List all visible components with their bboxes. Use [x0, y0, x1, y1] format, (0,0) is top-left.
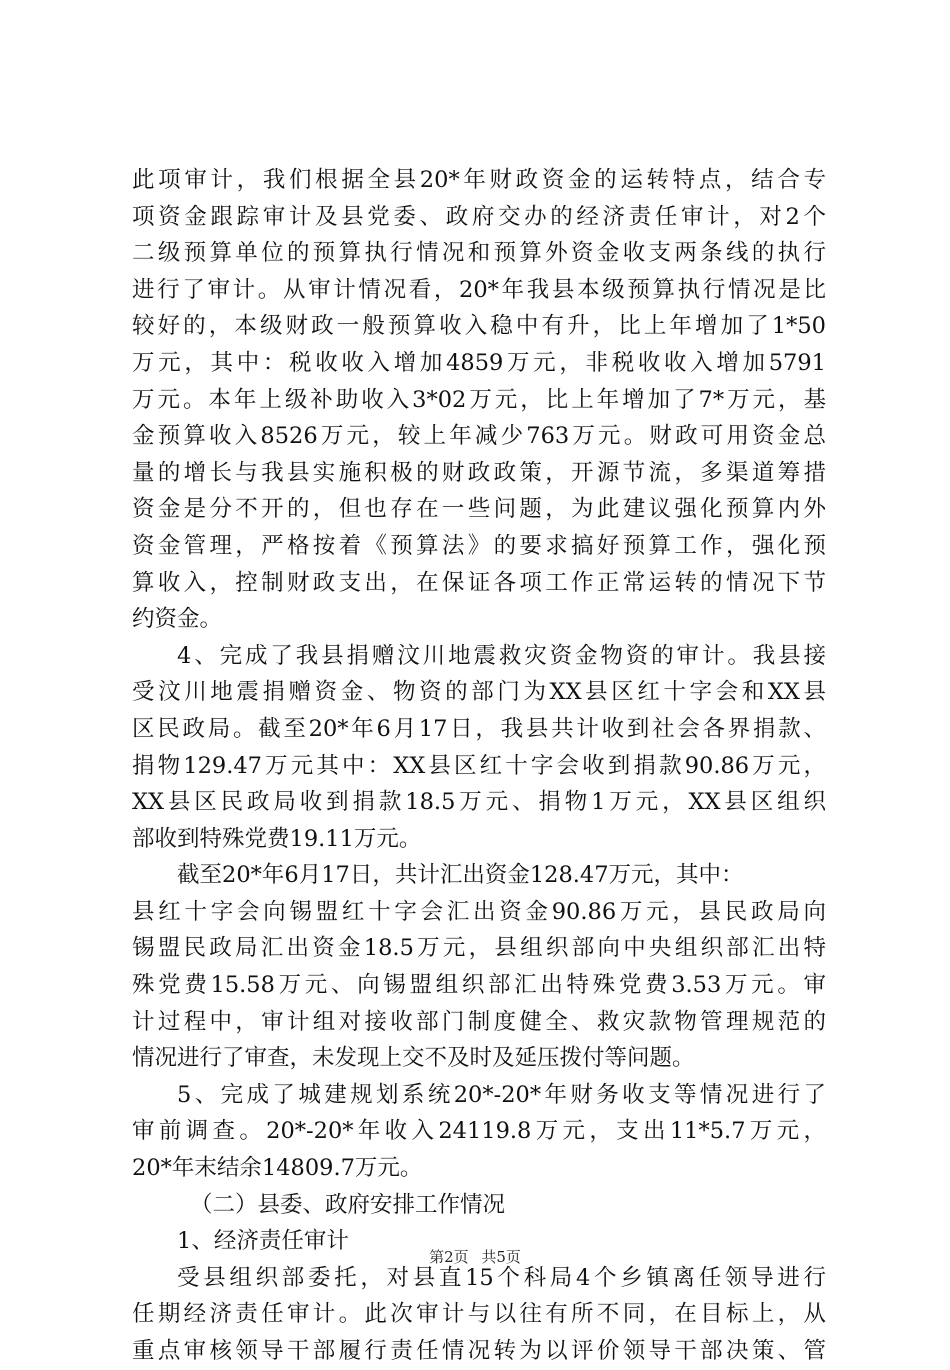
text-line: 1、经济责任审计 — [177, 1228, 349, 1255]
page-total: 共5页 — [481, 1248, 521, 1266]
text-line: 锡盟民政局汇出资金18.5万元，县组织部向中央组织部汇出特 — [132, 935, 826, 962]
text-line: XX县区民政局收到捐款18.5万元、捐物1万元，XX县区组织 — [132, 789, 826, 816]
page-number: 第2页 — [429, 1248, 469, 1266]
text-line: 量的增长与我县实施积极的财政政策，开源节流，多渠道筹措 — [132, 459, 826, 486]
text-line: 县红十字会向锡盟红十字会汇出资金90.86万元，县民政局向 — [132, 898, 826, 925]
text-line: 殊党费15.58万元、向锡盟组织部汇出特殊党费3.53万元。审 — [132, 972, 826, 999]
text-line: 审前调查。20*-20*年收入24119.8万元，支出11*5.7万元， — [132, 1118, 826, 1145]
text-line: 算收入，控制财政支出，在保证各项工作正常运转的情况下节 — [132, 569, 826, 596]
text-line: 重点审核领导干部履行责任情况转为以评价领导干部决策、管 — [132, 1338, 826, 1364]
text-line: 万元，其中：税收收入增加4859万元，非税收收入增加5791 — [132, 349, 826, 376]
document-body — [132, 162, 826, 1370]
text-line: 万元。本年上级补助收入3*02万元，比上年增加了7*万元，基 — [132, 386, 826, 413]
text-line: 较好的，本级财政一般预算收入稳中有升，比上年增加了1*50 — [132, 313, 826, 340]
text-line: 部收到特殊党费19.11万元。 — [132, 825, 422, 852]
text-line: 项资金跟踪审计及县党委、政府交办的经济责任审计，对2个 — [132, 203, 826, 230]
text-line: 二级预算单位的预算执行情况和预算外资金收支两条线的执行 — [132, 240, 826, 267]
text-line: 截至20*年6月17日，共计汇出资金128.47万元，其中： — [177, 862, 744, 889]
text-line: 区民政局。截至20*年6月17日，我县共计收到社会各界捐款、 — [132, 715, 826, 742]
text-line: 情况进行了审查，未发现上交不及时及延压拨付等问题。 — [132, 1045, 695, 1072]
text-line: 5、完成了城建规划系统20*-20*年财务收支等情况进行了 — [177, 1081, 826, 1108]
text-line: 捐物129.47万元其中：XX县区红十字会收到捐款90.86万元， — [132, 752, 826, 779]
text-line: 4、完成了我县捐赠汶川地震救灾资金物资的审计。我县接 — [177, 642, 826, 669]
text-line: 任期经济责任审计。此次审计与以往有所不同，在目标上，从 — [132, 1301, 826, 1328]
text-line: 资金是分不开的，但也存在一些问题，为此建议强化预算内外 — [132, 496, 826, 523]
text-line: 计过程中，审计组对接收部门制度健全、救灾款物管理规范的 — [132, 1008, 826, 1035]
text-line: （二）县委、政府安排工作情况 — [190, 1191, 506, 1218]
text-line: 受汶川地震捐赠资金、物资的部门为XX县区红十字会和XX县 — [132, 679, 826, 706]
text-line: 进行了审计。从审计情况看，20*年我县本级预算执行情况是比 — [132, 276, 826, 303]
page-footer — [0, 1246, 950, 1267]
text-line: 此项审计，我们根据全县20*年财政资金的运转特点，结合专 — [132, 167, 826, 193]
text-line: 资金管理，严格按着《预算法》的要求搞好预算工作，强化预 — [132, 532, 826, 559]
text-line: 受县组织部委托，对县直15个科局4个乡镇离任领导进行 — [177, 1264, 826, 1291]
text-line: 20*年末结余14809.7万元。 — [132, 1155, 423, 1182]
text-line: 约资金。 — [132, 606, 223, 633]
text-line: 金预算收入8526万元，较上年减少763万元。财政可用资金总 — [132, 423, 826, 450]
